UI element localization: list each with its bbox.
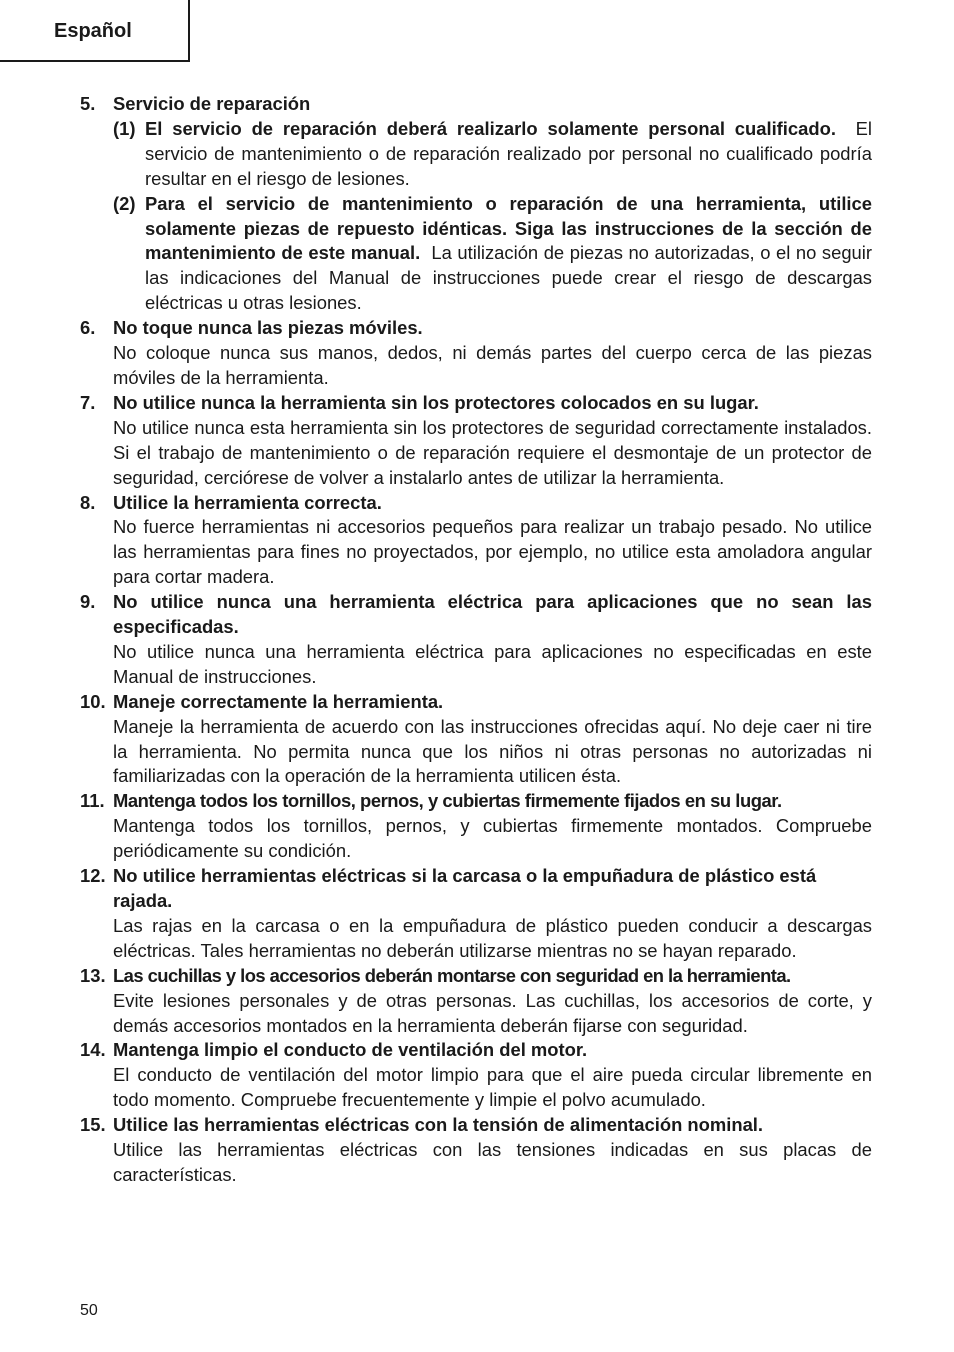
section-title: Mantenga limpio el conducto de ventilación del motor.: [113, 1039, 588, 1061]
section-number: 12.: [80, 865, 106, 887]
section-9: [80, 590, 872, 690]
section-title: No utilice herramientas eléctricas si la carcasa o la empuñadura de plástico está rajada.: [113, 865, 817, 911]
section-10: [80, 690, 872, 790]
subitem-bold-text: El servicio de reparación deberá realizarlo solamente personal cualificado.: [145, 117, 836, 139]
section-number: 11.: [80, 790, 105, 812]
section-title: Mantenga todos los tornillos, pernos, y cubiertas firmemente fijados en su lugar.: [113, 790, 782, 812]
section-number: 8.: [80, 491, 96, 513]
subitem-number: (1): [113, 117, 136, 139]
section-15: [80, 1113, 872, 1188]
section-7: [80, 391, 872, 491]
section-body: No fuerce herramientas ni accesorios pequeños para realizar un trabajo pesado. No utilice las herramientas para fines no proyectados, por ejemplo, no utilice esta amoladora angular para cortar madera.: [113, 516, 872, 588]
section-body: Utilice las herramientas eléctricas con las tensiones indicadas en sus placas de características.: [113, 1139, 872, 1185]
section-body: No utilice nunca esta herramienta sin los protectores de seguridad correctamente instalados. Si el trabajo de mantenimiento o de reparación requiere el desmontaje de un protector de seguridad, cerciórese de volver a instalarlo antes de utilizar la herramienta.: [113, 416, 872, 488]
section-number: 14.: [80, 1039, 106, 1061]
safety-instructions: [80, 92, 872, 1188]
section-12: [80, 864, 872, 964]
section-title: No utilice nunca una herramienta eléctrica para aplicaciones que no sean las especificadas.: [113, 591, 872, 638]
section-body: No coloque nunca sus manos, dedos, ni demás partes del cuerpo cerca de las piezas móviles de la herramienta.: [113, 342, 872, 388]
section-number: 9.: [80, 591, 96, 613]
section-number: 5.: [80, 93, 96, 114]
subitem-2: [113, 192, 872, 317]
section-title: Utilice las herramientas eléctricas con la tensión de alimentación nominal.: [113, 1114, 764, 1136]
section-14: [80, 1038, 872, 1113]
section-number: 6.: [80, 317, 96, 339]
subitem-text: La utilización de piezas no autorizadas, o el no seguir las indicaciones del Manual de instrucciones puede crear el riesgo de descargas eléctricas u otras lesiones.: [145, 242, 872, 314]
section-body: Mantenga todos los tornillos, pernos, y cubiertas firmemente montados. Compruebe periódicamente su condición.: [113, 815, 872, 862]
section-body: Maneje la herramienta de acuerdo con las instrucciones ofrecidas aquí. No deje caer ni tire la herramienta. No permita nunca que los niños ni otras personas no autorizadas ni familiarizadas con la operación de la herramienta utilicen ésta.: [113, 715, 872, 787]
section-number: 10.: [80, 690, 106, 712]
section-5: [80, 92, 872, 316]
section-number: 7.: [80, 391, 96, 413]
section-title: No utilice nunca la herramienta sin los protectores colocados en su lugar.: [113, 391, 759, 413]
section-number: 15.: [80, 1114, 106, 1136]
section-title: Utilice la herramienta correcta.: [113, 491, 382, 513]
section-title: No toque nunca las piezas móviles.: [113, 317, 423, 339]
language-tab: [0, 0, 190, 62]
subitem-bold-text: Para el servicio de mantenimiento o reparación de una herramienta, utilice solamente piezas de repuesto idénticas. Siga las instrucciones de la sección de mantenimiento de este manual.: [145, 192, 872, 264]
subitem-text: El servicio de mantenimiento o de reparación realizado por personal no cualificado podría resultar en el riesgo de lesiones.: [145, 117, 872, 189]
section-number: 13.: [80, 964, 106, 986]
section-body: Las rajas en la carcasa o en la empuñadura de plástico pueden conducir a descargas eléctricas. Tales herramientas no deberán utilizarse mientras no se hayan reparado.: [113, 914, 872, 961]
subitem-1: [113, 117, 872, 192]
section-body: Evite lesiones personales y de otras personas. Las cuchillas, los accesorios de corte, y demás accesorios montados en la herramienta deberán fijarse con seguridad.: [113, 989, 872, 1036]
subitem-body: [145, 192, 872, 317]
section-8: [80, 491, 872, 591]
section-title: Servicio de reparación: [113, 93, 311, 114]
section-body: No utilice nunca una herramienta eléctrica para aplicaciones no especificadas en este Manual de instrucciones.: [113, 640, 872, 687]
page-number: 50: [80, 1302, 98, 1319]
subitem-body: [145, 117, 872, 192]
section-body: El conducto de ventilación del motor limpio para que el aire pueda circular libremente en todo momento. Compruebe frecuentemente y limpie el polvo acumulado.: [113, 1064, 872, 1111]
subitem-number: (2): [113, 192, 136, 214]
section-11: [80, 789, 872, 864]
language-label: Español: [54, 20, 132, 42]
section-6: [80, 316, 872, 391]
section-13: [80, 964, 872, 1039]
section-title: Maneje correctamente la herramienta.: [113, 690, 444, 712]
section-title: Las cuchillas y los accesorios deberán montarse con seguridad en la herramienta.: [113, 964, 791, 986]
